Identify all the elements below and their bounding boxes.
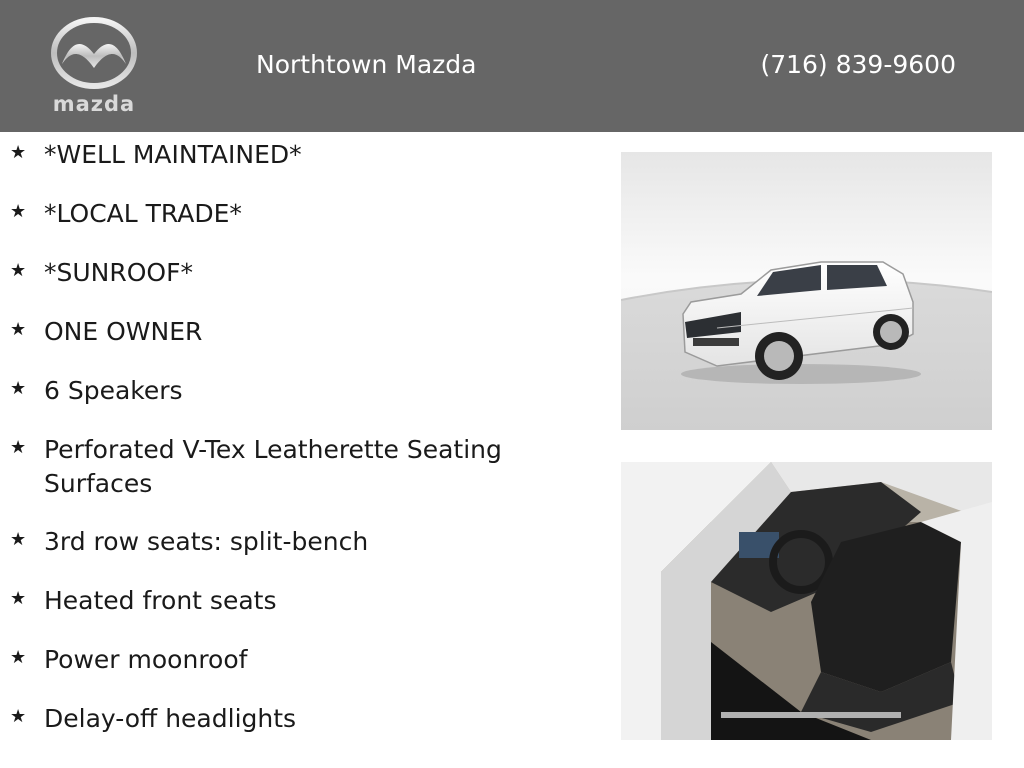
mazda-emblem-icon (40, 16, 148, 90)
feature-text: *SUNROOF* (44, 258, 193, 287)
feature-text: Perforated V-Tex Leatherette Seating Surfaces (44, 435, 502, 498)
feature-text: *WELL MAINTAINED* (44, 140, 302, 169)
mazda-wordmark: mazda (52, 92, 136, 116)
feature-text: Delay-off headlights (44, 704, 297, 733)
dealer-header (0, 0, 1024, 132)
feature-list (10, 138, 570, 761)
dealer-phone[interactable]: (716) 839-9600 (760, 50, 956, 79)
star-icon: ★ (10, 260, 27, 281)
star-icon: ★ (10, 319, 27, 340)
feature-text: *LOCAL TRADE* (44, 199, 242, 228)
vehicle-interior-photo[interactable] (621, 462, 992, 740)
star-icon: ★ (10, 201, 27, 222)
feature-text: 3rd row seats: split-bench (44, 527, 369, 556)
list-item (10, 315, 570, 349)
list-item (10, 374, 570, 408)
feature-text: Power moonroof (44, 645, 248, 674)
star-icon: ★ (10, 437, 27, 458)
list-item (10, 702, 570, 736)
list-item (10, 584, 570, 618)
feature-text: Heated front seats (44, 586, 277, 615)
list-item (10, 433, 570, 501)
list-item (10, 525, 570, 559)
list-item (10, 197, 570, 231)
vehicle-exterior-photo[interactable] (621, 152, 992, 430)
list-item (10, 643, 570, 677)
mazda-logo[interactable] (40, 16, 148, 116)
star-icon: ★ (10, 529, 27, 550)
star-icon: ★ (10, 647, 27, 668)
star-icon: ★ (10, 378, 27, 399)
list-item (10, 138, 570, 172)
star-icon: ★ (10, 588, 27, 609)
dealer-name: Northtown Mazda (256, 50, 477, 79)
list-item (10, 256, 570, 290)
feature-text: 6 Speakers (44, 376, 183, 405)
star-icon: ★ (10, 142, 27, 163)
star-icon: ★ (10, 706, 27, 727)
feature-text: ONE OWNER (44, 317, 203, 346)
